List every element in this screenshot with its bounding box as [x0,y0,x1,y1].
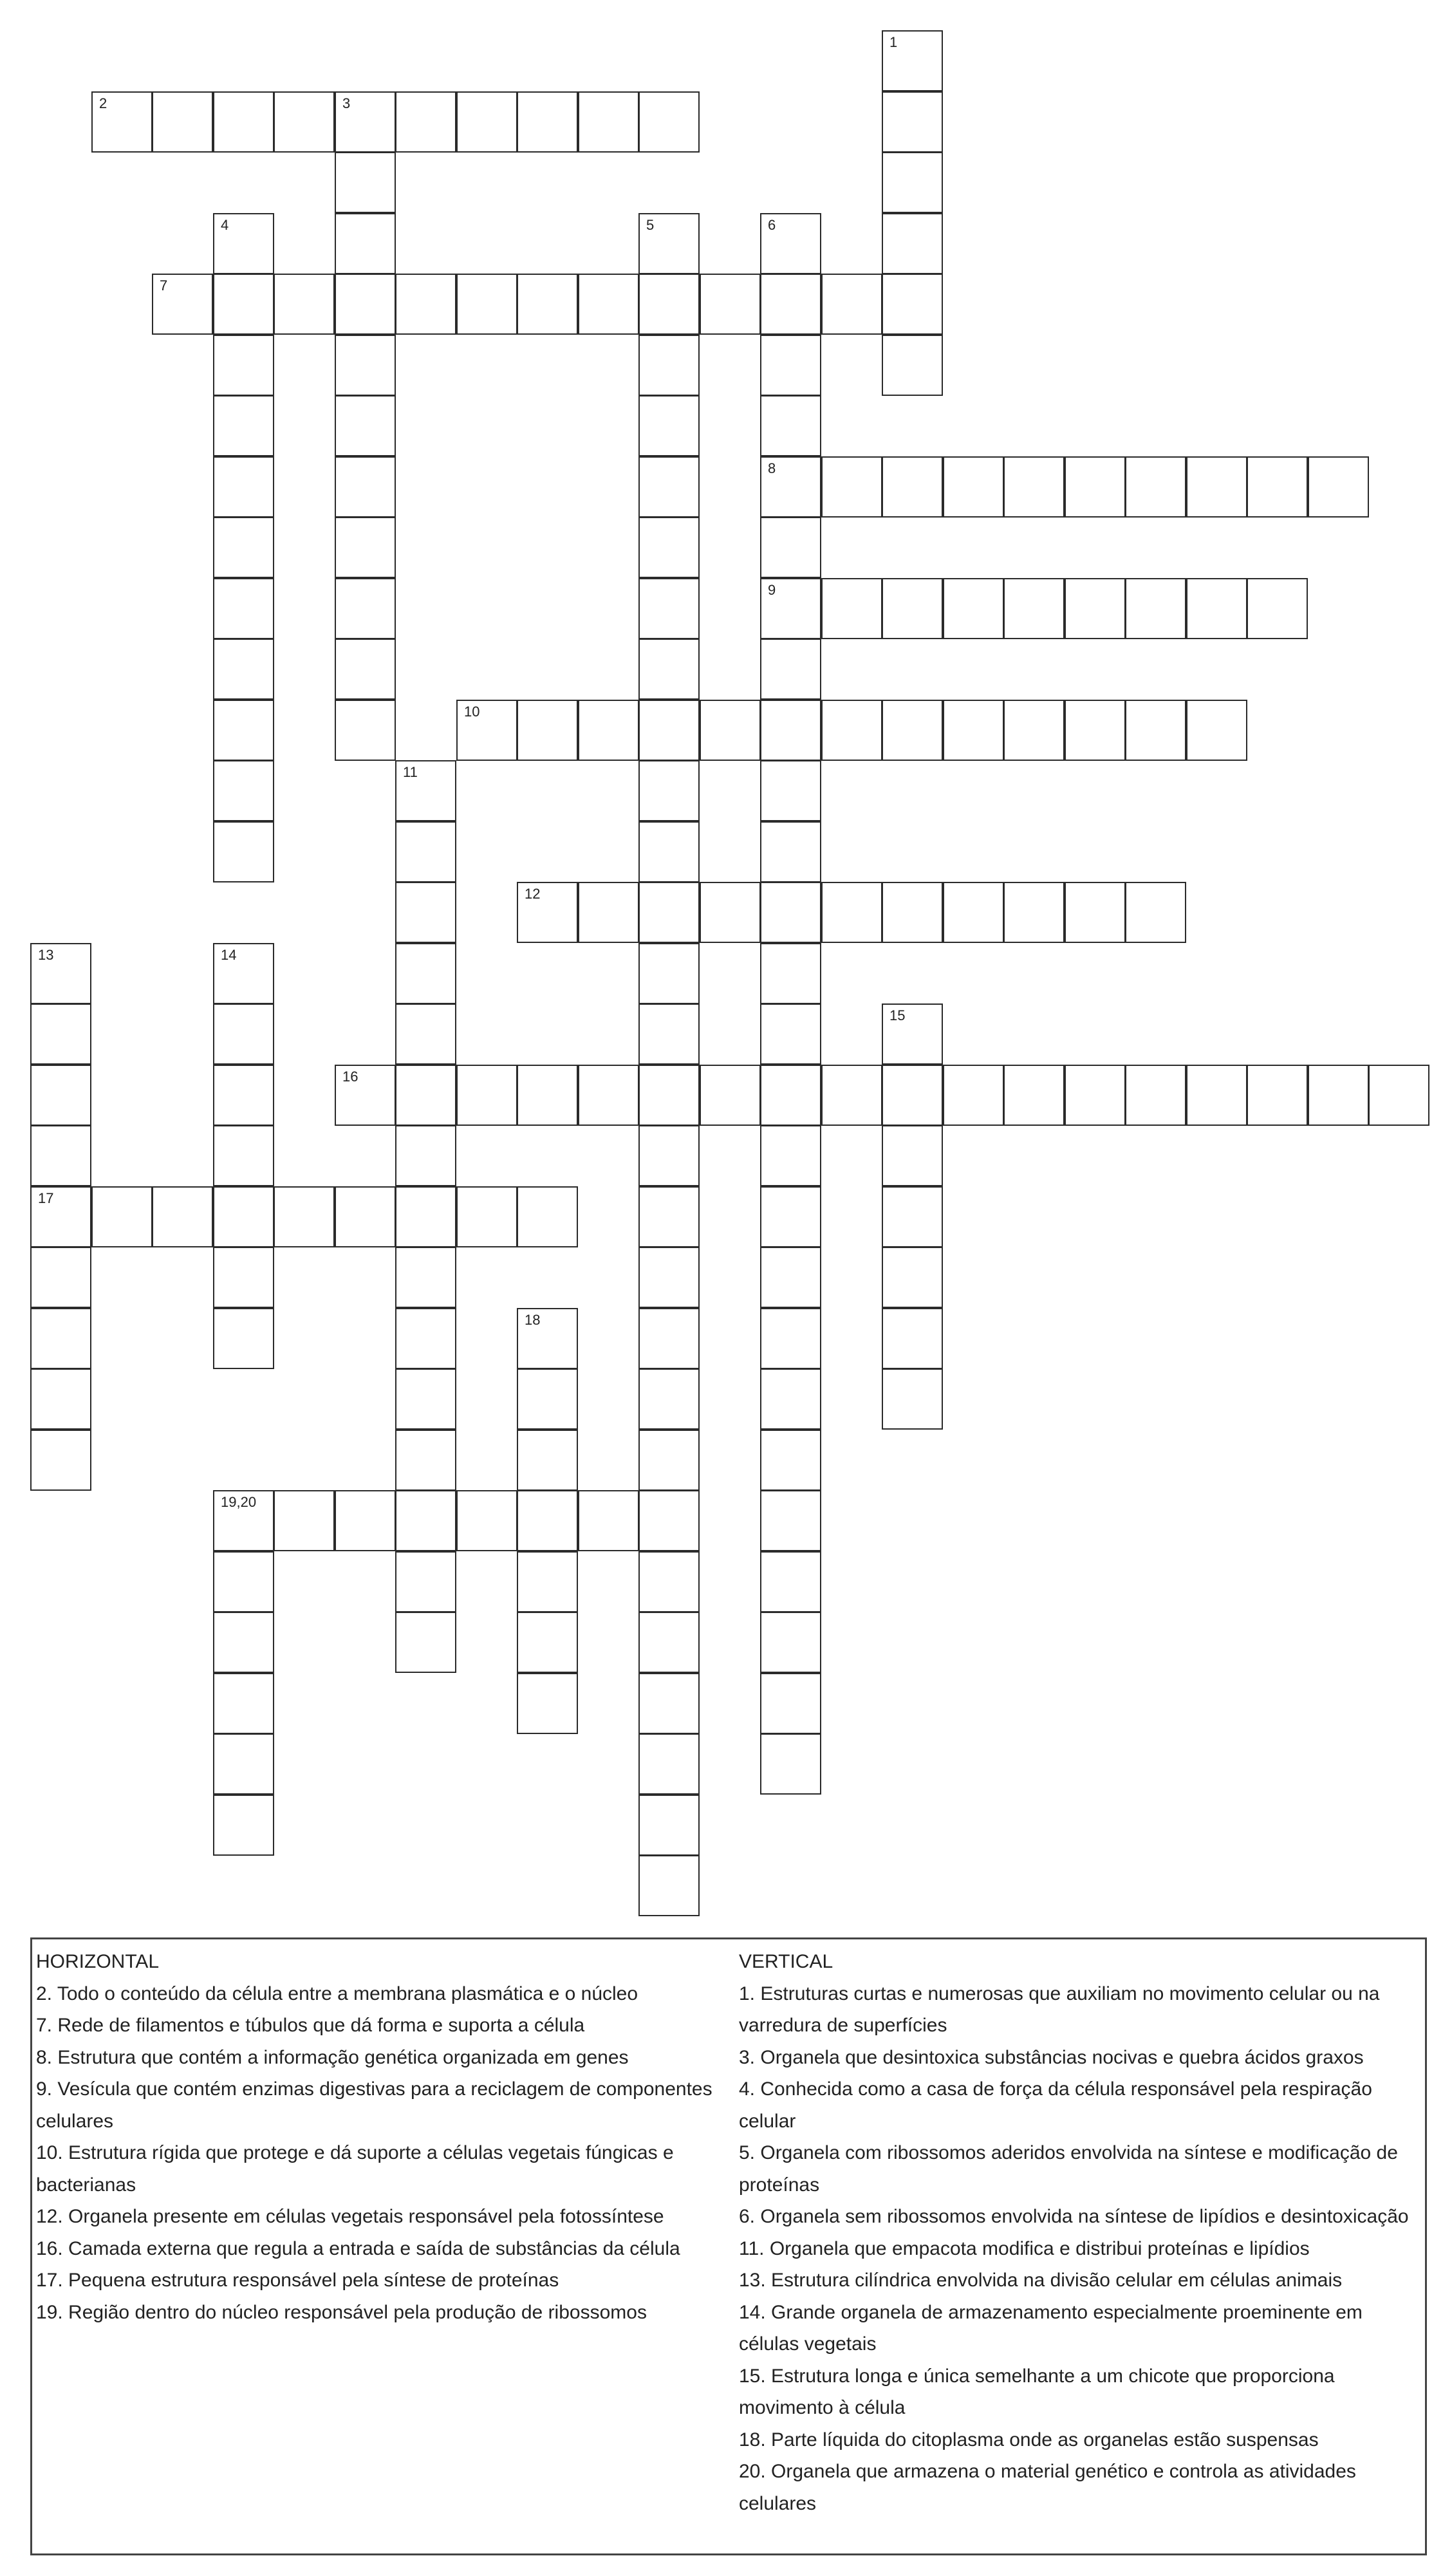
grid-cell[interactable] [213,91,274,153]
grid-cell[interactable] [335,517,396,578]
grid-cell[interactable] [1186,700,1247,761]
grid-cell[interactable] [882,882,943,943]
grid-cell[interactable] [760,821,821,882]
grid-cell[interactable] [943,578,1004,639]
grid-cell[interactable] [1065,1065,1126,1126]
grid-cell[interactable] [30,1308,91,1369]
grid-cell[interactable] [1065,578,1126,639]
grid-cell[interactable] [335,700,396,761]
grid-cell[interactable] [335,639,396,700]
grid-cell[interactable] [30,943,91,1004]
grid-cell[interactable] [700,882,761,943]
clue-down-18: 18. Parte líquida do citoplasma onde as organelas estão suspensas [739,2429,1319,2450]
grid-cell[interactable] [638,1065,700,1126]
grid-cell[interactable] [638,1186,700,1247]
grid-cell[interactable] [1003,578,1065,639]
clue-down-3: 3. Organela que desintoxica substâncias nocivas e quebra ácidos graxos [739,2046,1364,2068]
grid-cell[interactable] [638,1490,700,1551]
clue-number: 1 [889,34,898,50]
clue-across-7: 7. Rede de filamentos e túbulos que dá forma e suporta a célula [36,2015,585,2036]
grid-cell[interactable] [882,1125,943,1186]
grid-cell[interactable] [395,1003,456,1065]
clue-number: 5 [646,217,655,233]
clues-box [30,1937,1427,2555]
grid-cell[interactable] [1247,1065,1308,1126]
grid-cell[interactable] [395,821,456,882]
clue-number: 2 [99,95,107,111]
grid-cell[interactable] [882,700,943,761]
grid-cell[interactable] [638,943,700,1004]
grid-cell[interactable] [578,91,639,153]
grid-cell[interactable] [638,700,700,761]
grid-cell[interactable] [638,1551,700,1612]
grid-cell[interactable] [638,213,700,274]
clue-number: 19,20 [221,1494,257,1510]
grid-cell[interactable] [943,700,1004,761]
grid-cell[interactable] [760,395,821,456]
grid-cell[interactable] [213,213,274,274]
grid-cell[interactable] [578,882,639,943]
grid-cell[interactable] [638,1855,700,1916]
grid-cell[interactable] [335,335,396,396]
grid-cell[interactable] [517,1551,578,1612]
grid-cell[interactable] [152,274,213,335]
grid-cell[interactable] [517,274,578,335]
grid-cell[interactable] [760,213,821,274]
clue-down-1: 1. Estruturas curtas e numerosas que auxiliam no movimento celular ou na varredura de superfícies [739,1983,1380,2036]
grid-cell[interactable] [1003,1065,1065,1126]
grid-cell[interactable] [638,517,700,578]
clue-down-13: 13. Estrutura cilíndrica envolvida na divisão celular em células animais [739,2270,1343,2291]
grid-cell[interactable] [638,1733,700,1795]
grid-cell[interactable] [335,1490,396,1551]
grid-cell[interactable] [760,1125,821,1186]
grid-cell[interactable] [1065,882,1126,943]
grid-cell[interactable] [456,700,517,761]
grid-cell[interactable] [638,1368,700,1430]
grid-cell[interactable] [638,1247,700,1308]
grid-cell[interactable] [1247,578,1308,639]
grid-cell[interactable] [335,1065,396,1126]
grid-cell[interactable] [760,1065,821,1126]
clue-number: 4 [221,217,229,233]
grid-cell[interactable] [335,91,396,153]
grid-cell[interactable] [274,91,335,153]
grid-cell[interactable] [517,700,578,761]
grid-cell[interactable] [821,700,882,761]
grid-cell[interactable] [335,152,396,213]
grid-cell[interactable] [213,1795,274,1856]
grid-cell[interactable] [213,517,274,578]
grid-cell[interactable] [638,1125,700,1186]
grid-cell[interactable] [760,578,821,639]
grid-cell[interactable] [578,1065,639,1126]
clue-number: 15 [889,1007,906,1023]
clue-across-9: 9. Vesícula que contém enzimas digestivas para a reciclagem de componentes celulares [36,2078,712,2132]
grid-cell[interactable] [517,1186,578,1247]
grid-cell[interactable] [821,882,882,943]
grid-cell[interactable] [213,821,274,882]
grid-cell[interactable] [638,882,700,943]
grid-cell[interactable] [760,1430,821,1491]
grid-cell[interactable] [638,760,700,821]
grid-cell[interactable] [395,1125,456,1186]
grid-cell[interactable] [882,578,943,639]
clue-down-5: 5. Organela com ribossomos aderidos envolvida na síntese e modificação de proteínas [739,2142,1398,2196]
grid-cell[interactable] [760,1186,821,1247]
grid-cell[interactable] [335,456,396,518]
grid-cell[interactable] [456,91,517,153]
grid-cell[interactable] [821,1065,882,1126]
grid-cell[interactable] [213,1125,274,1186]
grid-cell[interactable] [274,274,335,335]
clue-across-8: 8. Estrutura que contém a informação genética organizada em genes [36,2046,629,2068]
grid-cell[interactable] [943,1065,1004,1126]
grid-cell[interactable] [395,882,456,943]
clue-number: 10 [464,704,480,720]
grid-cell[interactable] [335,578,396,639]
grid-cell[interactable] [882,1308,943,1369]
grid-cell[interactable] [395,1065,456,1126]
grid-cell[interactable] [213,1733,274,1795]
grid-cell[interactable] [1065,700,1126,761]
grid-cell[interactable] [213,1308,274,1369]
grid-cell[interactable] [638,821,700,882]
grid-cell[interactable] [760,274,821,335]
grid-cell[interactable] [517,882,578,943]
clue-number: 8 [768,460,776,476]
grid-cell[interactable] [395,1430,456,1491]
grid-cell[interactable] [760,1247,821,1308]
grid-cell[interactable] [760,456,821,518]
grid-cell[interactable] [882,30,943,91]
grid-cell[interactable] [30,1003,91,1065]
grid-cell[interactable] [395,943,456,1004]
grid-cell[interactable] [213,1186,274,1247]
grid-cell[interactable] [760,1733,821,1795]
grid-cell[interactable] [760,1003,821,1065]
vertical-title: VERTICAL [739,1951,833,1972]
grid-cell[interactable] [456,274,517,335]
grid-cell[interactable] [943,456,1004,518]
grid-cell[interactable] [638,91,700,153]
grid-cell[interactable] [882,1186,943,1247]
grid-cell[interactable] [1186,1065,1247,1126]
grid-cell[interactable] [517,1368,578,1430]
horizontal-clues [36,1946,718,2328]
clue-across-19: 19. Região dentro do núcleo responsável pela produção de ribossomos [36,2301,647,2323]
grid-cell[interactable] [517,1490,578,1551]
grid-cell[interactable] [700,700,761,761]
grid-cell[interactable] [882,456,943,518]
grid-cell[interactable] [213,639,274,700]
grid-cell[interactable] [638,1795,700,1856]
grid-cell[interactable] [882,152,943,213]
grid-cell[interactable] [1003,456,1065,518]
vertical-clues [739,1946,1421,2519]
grid-cell[interactable] [395,1490,456,1551]
grid-cell[interactable] [213,700,274,761]
grid-cell[interactable] [30,1125,91,1186]
grid-cell[interactable] [638,639,700,700]
grid-cell[interactable] [882,274,943,335]
grid-cell[interactable] [395,1551,456,1612]
grid-cell[interactable] [882,213,943,274]
grid-cell[interactable] [335,274,396,335]
grid-cell[interactable] [395,760,456,821]
grid-cell[interactable] [882,91,943,153]
clue-number: 7 [160,277,168,294]
grid-cell[interactable] [760,760,821,821]
grid-cell[interactable] [1125,456,1186,518]
grid-cell[interactable] [760,882,821,943]
grid-cell[interactable] [1003,700,1065,761]
grid-cell[interactable] [1186,578,1247,639]
grid-cell[interactable] [760,1612,821,1673]
grid-cell[interactable] [882,1368,943,1430]
grid-cell[interactable] [578,700,639,761]
grid-cell[interactable] [638,1308,700,1369]
grid-cell[interactable] [456,1065,517,1126]
grid-cell[interactable] [30,1065,91,1126]
grid-cell[interactable] [395,1612,456,1673]
grid-cell[interactable] [517,1308,578,1369]
grid-cell[interactable] [760,517,821,578]
grid-cell[interactable] [395,1247,456,1308]
grid-cell[interactable] [152,1186,213,1247]
grid-cell[interactable] [274,1186,335,1247]
grid-cell[interactable] [638,335,700,396]
grid-cell[interactable] [882,335,943,396]
grid-cell[interactable] [213,760,274,821]
grid-cell[interactable] [638,578,700,639]
grid-cell[interactable] [760,639,821,700]
grid-cell[interactable] [882,1247,943,1308]
grid-cell[interactable] [213,1612,274,1673]
grid-cell[interactable] [1125,882,1186,943]
grid-cell[interactable] [700,274,761,335]
grid-cell[interactable] [395,1186,456,1247]
grid-cell[interactable] [638,456,700,518]
clue-across-17: 17. Pequena estrutura responsável pela síntese de proteínas [36,2270,559,2291]
grid-cell[interactable] [30,1247,91,1308]
grid-cell[interactable] [517,1065,578,1126]
clue-down-6: 6. Organela sem ribossomos envolvida na síntese de lipídios e desintoxicação [739,2206,1409,2227]
grid-cell[interactable] [395,1308,456,1369]
grid-cell[interactable] [760,1308,821,1369]
grid-cell[interactable] [335,1186,396,1247]
grid-cell[interactable] [1368,1065,1429,1126]
clue-down-11: 11. Organela que empacota modifica e distribui proteínas e lipídios [739,2237,1310,2259]
grid-cell[interactable] [1125,1065,1186,1126]
grid-cell[interactable] [1065,456,1126,518]
grid-cell[interactable] [395,91,456,153]
clue-number: 3 [342,95,351,111]
grid-cell[interactable] [213,1247,274,1308]
grid-cell[interactable] [1125,578,1186,639]
clue-down-15: 15. Estrutura longa e única semelhante a um chicote que proporciona movimento à célula [739,2365,1335,2418]
grid-cell[interactable] [395,1368,456,1430]
grid-cell[interactable] [760,700,821,761]
grid-cell[interactable] [821,274,882,335]
clue-across-10: 10. Estrutura rígida que protege e dá suporte a células vegetais fúngicas e bacterianas [36,2142,674,2196]
grid-cell[interactable] [638,1673,700,1734]
grid-cell[interactable] [760,1368,821,1430]
grid-cell[interactable] [517,1612,578,1673]
grid-cell[interactable] [517,1430,578,1491]
grid-cell[interactable] [1003,882,1065,943]
grid-cell[interactable] [700,1065,761,1126]
grid-cell[interactable] [30,1430,91,1491]
clue-across-2: 2. Todo o conteúdo da célula entre a membrana plasmática e o núcleo [36,1983,638,2004]
clue-number: 9 [768,582,776,598]
clue-number: 6 [768,217,776,233]
grid-cell[interactable] [395,274,456,335]
grid-cell[interactable] [213,335,274,396]
grid-cell[interactable] [882,1003,943,1065]
clue-number: 17 [38,1190,54,1206]
grid-cell[interactable] [517,91,578,153]
grid-cell[interactable] [578,1490,639,1551]
grid-cell[interactable] [213,395,274,456]
grid-cell[interactable] [213,1551,274,1612]
grid-cell[interactable] [760,943,821,1004]
grid-cell[interactable] [760,1490,821,1551]
clue-number: 14 [221,947,237,963]
clue-down-14: 14. Grande organela de armazenamento especialmente proeminente em células vegetais [739,2301,1363,2355]
grid-cell[interactable] [760,1551,821,1612]
grid-cell[interactable] [456,1186,517,1247]
grid-cell[interactable] [30,1368,91,1430]
grid-cell[interactable] [91,1186,153,1247]
grid-cell[interactable] [638,1612,700,1673]
grid-cell[interactable] [335,213,396,274]
grid-cell[interactable] [30,1186,91,1247]
clue-down-4: 4. Conhecida como a casa de força da célula responsável pela respiração celular [739,2078,1372,2132]
grid-cell[interactable] [943,882,1004,943]
grid-cell[interactable] [638,274,700,335]
grid-cell[interactable] [274,1490,335,1551]
grid-cell[interactable] [91,91,153,153]
clue-number: 11 [403,764,418,780]
grid-cell[interactable] [213,578,274,639]
grid-cell[interactable] [1308,456,1369,518]
grid-cell[interactable] [213,1673,274,1734]
grid-cell[interactable] [213,274,274,335]
clue-down-20: 20. Organela que armazena o material genético e controla as atividades celulares [739,2461,1356,2514]
grid-cell[interactable] [1308,1065,1369,1126]
clue-across-16: 16. Camada externa que regula a entrada e saída de substâncias da célula [36,2237,680,2259]
grid-cell[interactable] [638,1430,700,1491]
clue-number: 12 [525,886,541,902]
grid-cell[interactable] [760,335,821,396]
grid-cell[interactable] [1186,456,1247,518]
grid-cell[interactable] [213,1065,274,1126]
grid-cell[interactable] [213,1003,274,1065]
grid-cell[interactable] [213,943,274,1004]
clue-number: 13 [38,947,54,963]
grid-cell[interactable] [1247,456,1308,518]
grid-cell[interactable] [1125,700,1186,761]
clue-number: 18 [525,1312,541,1328]
grid-cell[interactable] [517,1673,578,1734]
grid-cell[interactable] [578,274,639,335]
grid-cell[interactable] [638,395,700,456]
grid-cell[interactable] [638,1003,700,1065]
clue-number: 16 [342,1069,358,1085]
horizontal-title: HORIZONTAL [36,1951,160,1972]
grid-cell[interactable] [152,91,213,153]
grid-cell[interactable] [882,1065,943,1126]
grid-cell[interactable] [335,395,396,456]
grid-cell[interactable] [760,1673,821,1734]
grid-cell[interactable] [456,1490,517,1551]
grid-cell[interactable] [213,1490,274,1551]
grid-cell[interactable] [213,456,274,518]
grid-cell[interactable] [821,456,882,518]
grid-cell[interactable] [821,578,882,639]
clue-across-12: 12. Organela presente em células vegetais responsável pela fotossíntese [36,2206,664,2227]
